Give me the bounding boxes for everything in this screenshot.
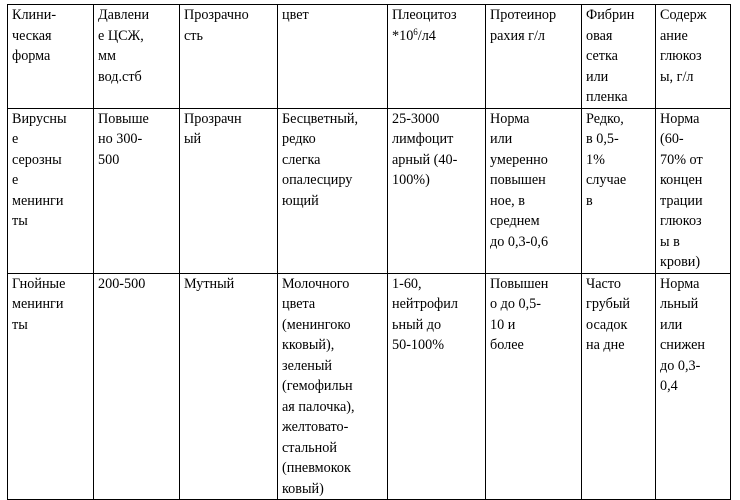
header-fibrin-net: Фибрин овая сетка или пленка [582, 5, 656, 109]
header-pleocytosis-unit: /л4 [417, 27, 436, 44]
cell-glucose: Норма льный или снижен до 0,3- 0,4 [656, 273, 731, 500]
header-glucose: Содерж ание глюкоз ы, г/л [656, 5, 731, 109]
header-clinical-form: Клини- ческая форма [8, 5, 94, 109]
header-csf-pressure: Давлени е ЦСЖ, мм вод.стб [94, 5, 180, 109]
csf-comparison-table [7, 4, 731, 500]
cell-color: Бесцветный, редко слегка опалесциру ющий [278, 108, 388, 273]
cell-csf-pressure: Повыше но 300- 500 [94, 108, 180, 273]
cell-pleocytosis: 25-3000 лимфоцит арный (40- 100%) [388, 108, 486, 273]
table-header-row [8, 5, 731, 109]
header-color: цвет [278, 5, 388, 109]
table-row [8, 108, 731, 273]
cell-proteinorrachia: Повышен о до 0,5- 10 и более [486, 273, 582, 500]
cell-transparency: Мутный [180, 273, 278, 500]
cell-clinical-form: Гнойные менинги ты [8, 273, 94, 500]
header-proteinorrachia: Протеинор рахия г/л [486, 5, 582, 109]
header-transparency: Прозрачно сть [180, 5, 278, 109]
cell-transparency: Прозрачн ый [180, 108, 278, 273]
cell-fibrin-net: Редко, в 0,5- 1% случае в [582, 108, 656, 273]
header-pleocytosis-exponent: 6 [413, 26, 418, 37]
table-row [8, 273, 731, 500]
header-pleocytosis [388, 5, 486, 109]
cell-clinical-form: Вирусны е серозны е менинги ты [8, 108, 94, 273]
cell-csf-pressure: 200-500 [94, 273, 180, 500]
cell-fibrin-net: Часто грубый осадок на дне [582, 273, 656, 500]
cell-proteinorrachia: Норма или умеренно повышен ное, в среднем до 0,3-0,6 [486, 108, 582, 273]
cell-glucose: Норма (60- 70% от концен трации глюкоз ы в крови) [656, 108, 731, 273]
header-pleocytosis-label: Плеоцитоз *10 [392, 7, 457, 44]
cell-color: Молочного цвета (менингоко кковый), зеленый (гемофильн ая палочка), желтовато- стальной (пневмокок ковый) [278, 273, 388, 500]
cell-pleocytosis: 1-60, нейтрофил ьный до 50-100% [388, 273, 486, 500]
